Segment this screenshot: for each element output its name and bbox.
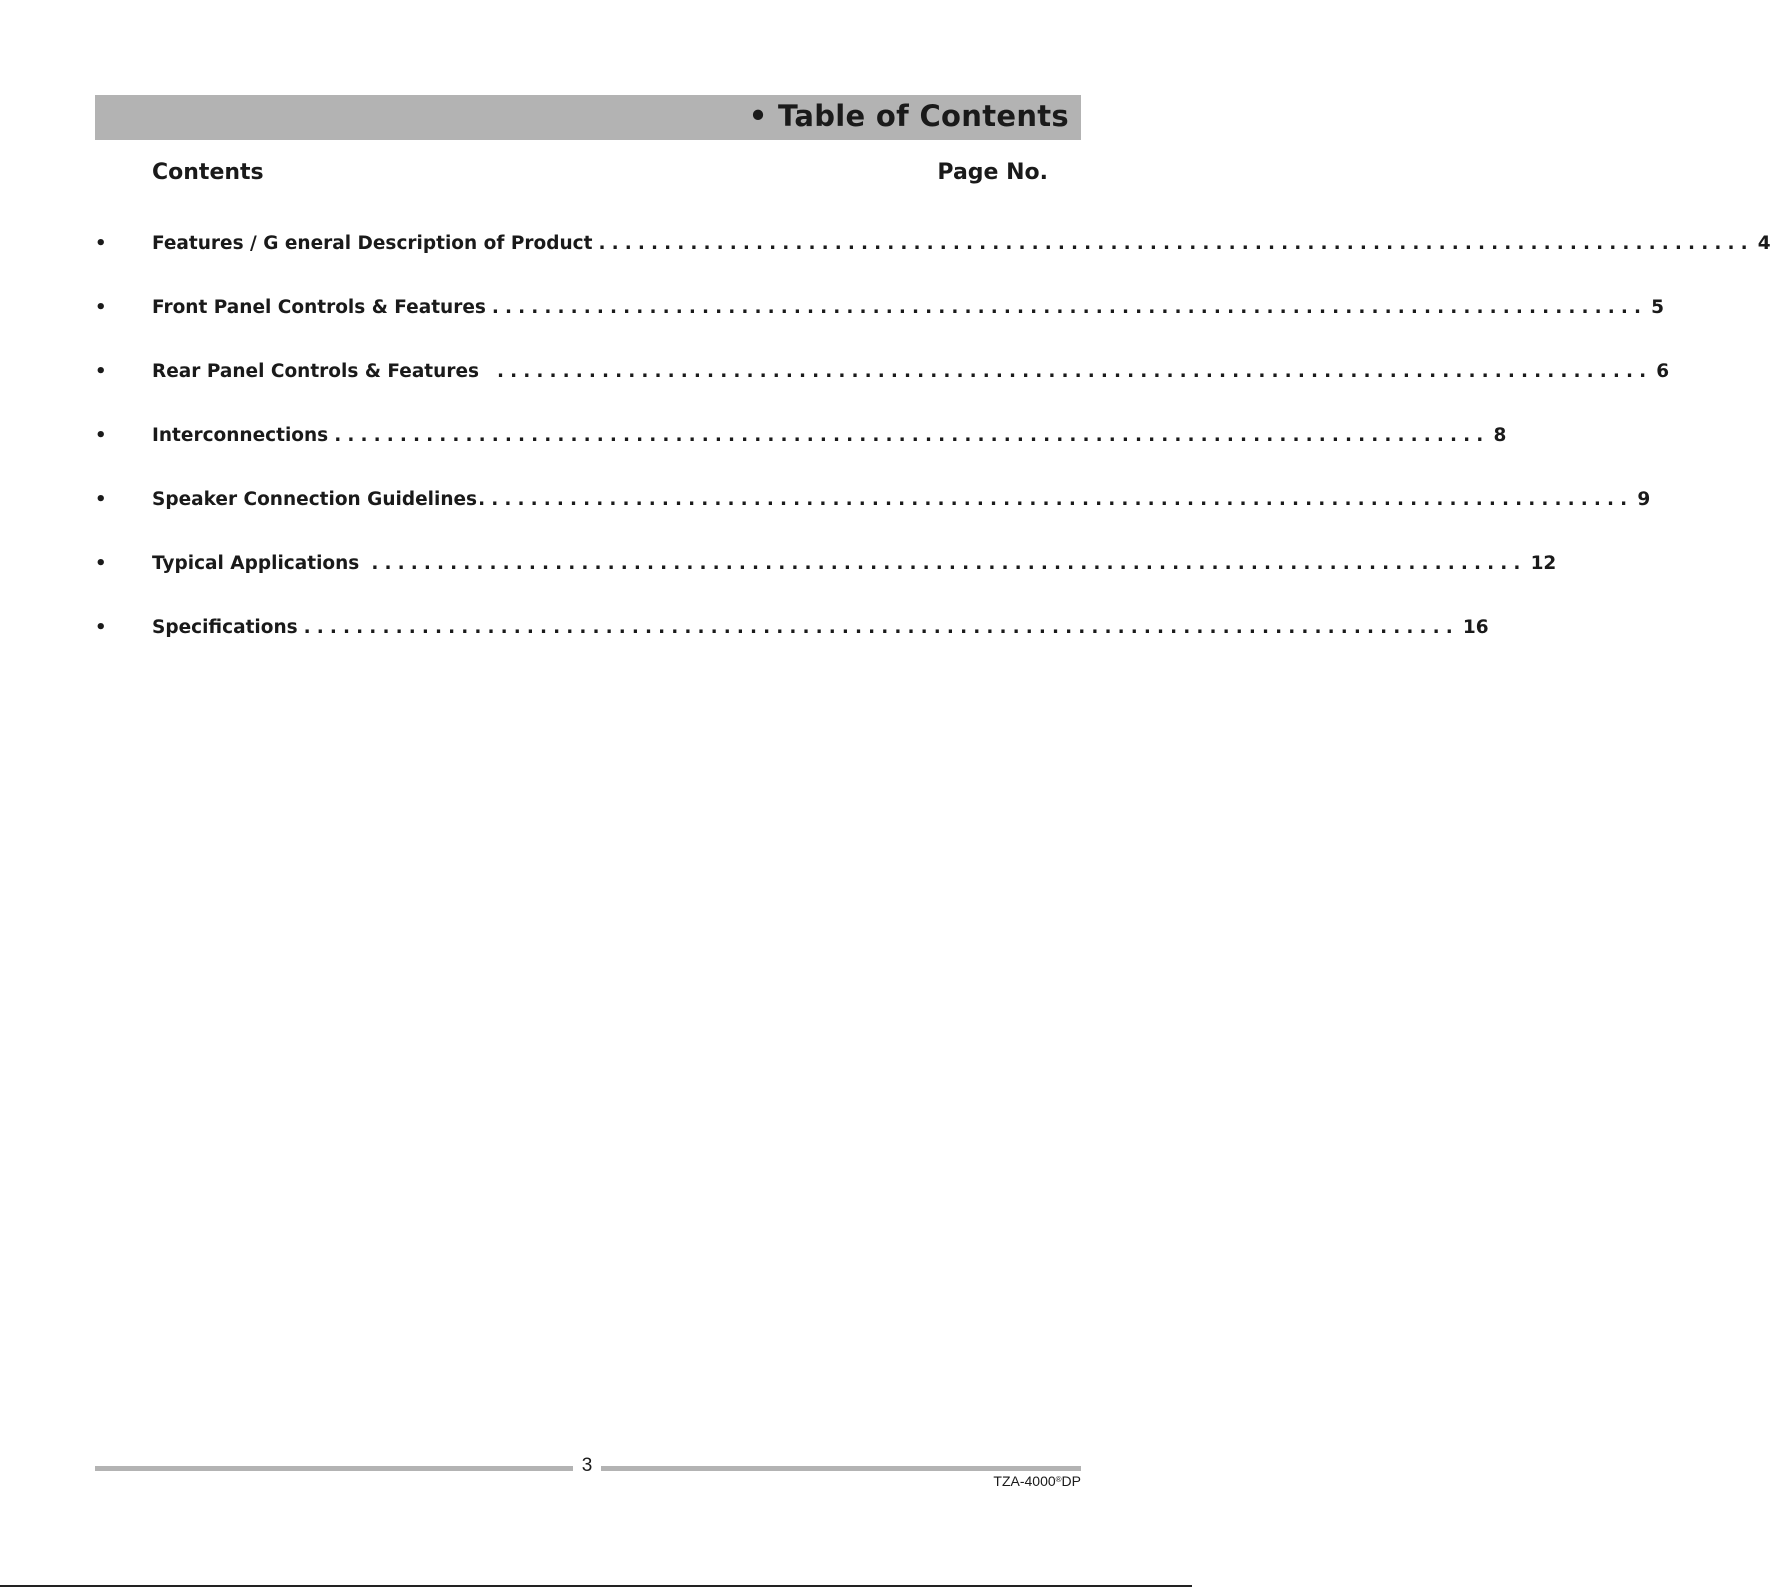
toc-entry-label: Speaker Connection Guidelines (152, 488, 478, 510)
bullet-icon: • (95, 424, 107, 446)
footer-rule-left (95, 1466, 573, 1471)
model-name (993, 1473, 1081, 1489)
toc-list (0, 0, 1771, 700)
toc-entry-page: 8 (1493, 424, 1507, 446)
bullet-icon: • (95, 232, 107, 254)
model-suffix: DP (1061, 1473, 1081, 1489)
toc-entry-label: Front Panel Controls & Features (152, 296, 486, 318)
registered-mark: ® (1055, 1475, 1062, 1484)
dot-leader: ........................................................................................ (491, 296, 1648, 318)
toc-entry-page: 12 (1530, 552, 1557, 574)
bullet-icon: • (95, 552, 107, 574)
toc-entry-features[interactable] (95, 228, 1771, 258)
toc-entry-page: 9 (1637, 488, 1651, 510)
dot-leader: ........................................................................................ (478, 488, 1634, 510)
page-number-column-header: Page No. (937, 160, 1048, 185)
dot-leader: ........................................................................................ (371, 552, 1527, 574)
toc-entry-speaker-guidelines[interactable] (95, 484, 1651, 514)
toc-entry-label: Rear Panel Controls & Features (152, 360, 480, 382)
bullet-icon: • (95, 360, 107, 382)
toc-entry-page: 4 (1757, 232, 1771, 254)
page-title: • Table of Contents (748, 99, 1069, 133)
bullet-icon: • (95, 488, 107, 510)
toc-entry-label: Typical Applications (152, 552, 360, 574)
dot-leader: ........................................................................................ (598, 232, 1754, 254)
toc-entry-front-panel[interactable] (95, 292, 1665, 322)
toc-entry-rear-panel[interactable] (95, 356, 1670, 386)
page-number: 3 (581, 1455, 593, 1476)
bullet-icon: • (95, 296, 107, 318)
bullet-icon: • (95, 616, 107, 638)
toc-entry-page: 16 (1462, 616, 1489, 638)
toc-entry-label: Features / G eneral Description of Product (152, 232, 593, 254)
toc-entry-interconnections[interactable] (95, 420, 1507, 450)
footer-rule-right (601, 1466, 1081, 1471)
toc-entry-typical-applications[interactable] (95, 548, 1557, 578)
dot-leader: ........................................................................................ (334, 424, 1490, 446)
dot-leader: ........................................................................................ (303, 616, 1459, 638)
dot-leader: ........................................................................................ (497, 360, 1653, 382)
toc-entry-label: Specifications (152, 616, 298, 638)
model-base: TZA-4000 (993, 1473, 1056, 1489)
toc-entry-specifications[interactable] (95, 612, 1489, 642)
toc-entry-page: 6 (1656, 360, 1670, 382)
toc-entry-page: 5 (1651, 296, 1665, 318)
page-bottom-rule (0, 1585, 1192, 1587)
toc-entry-label: Interconnections (152, 424, 329, 446)
contents-column-header: Contents (152, 160, 264, 185)
